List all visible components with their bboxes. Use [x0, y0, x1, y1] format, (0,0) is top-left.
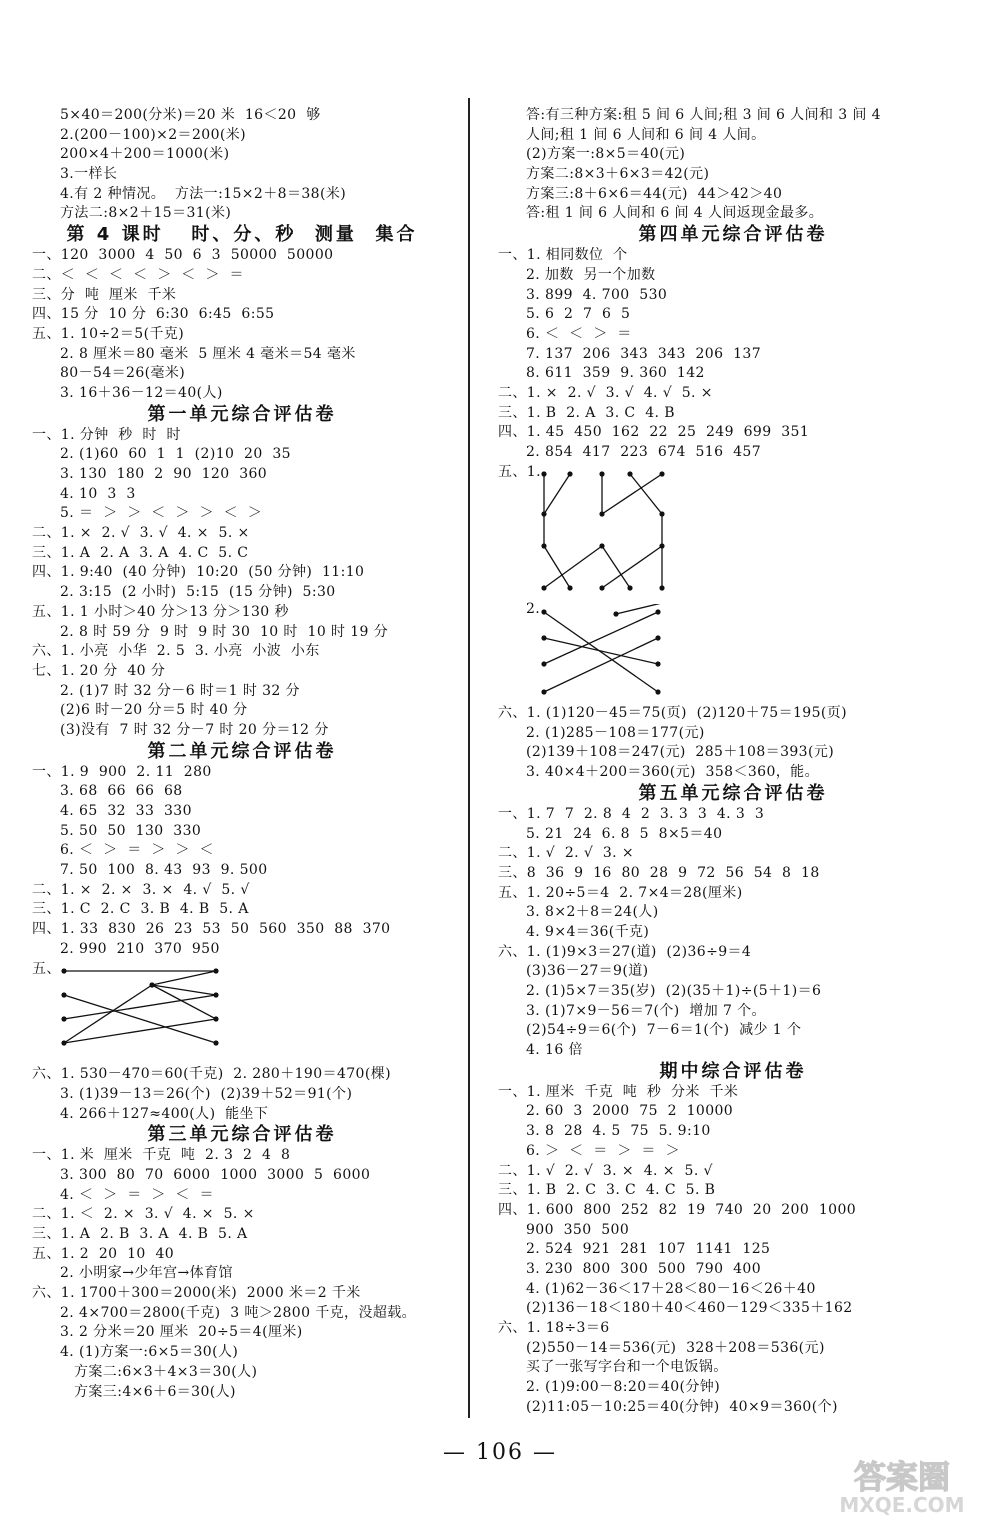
answer-line: 3. 8 28 4. 5 75 5. 9:10 [526, 1123, 711, 1140]
connector-dot [655, 609, 660, 614]
answer-line: 4.有 2 种情况。 方法一:15×2＋8＝38(米) [60, 185, 347, 202]
answer-line: 一、1. 7 7 2. 8 4 2 3. 3 3 4. 3 3 [498, 805, 765, 822]
answer-line: 一、1. 厘米 千克 吨 秒 分米 千米 [498, 1083, 739, 1100]
connector-dot [61, 1017, 66, 1022]
connector-line [64, 995, 216, 1043]
answer-line: 五、1. 10÷2＝5(千克) [32, 325, 185, 342]
connector-dot [627, 472, 632, 477]
answer-line: 5. 21 24 6. 8 5 8×5＝40 [526, 825, 723, 842]
answer-line: (2)139＋108＝247(元) 285＋108＝393(元) [526, 744, 835, 761]
connector-line [544, 638, 658, 664]
connector-dot [541, 472, 546, 477]
left-column [32, 106, 452, 1402]
answer-line: 买了一张写字台和一个电饭锅。 [526, 1359, 728, 1376]
answer-line: 4. 65 32 33 330 [60, 803, 192, 819]
connector-dot [541, 661, 546, 666]
answer-line: 2. 8 时 59 分 9 时 9 时 30 10 时 10 时 19 分 [60, 623, 389, 640]
answer-line: 900 350 500 [526, 1221, 630, 1238]
answer-line: 五、 [32, 960, 61, 977]
diagram-block [498, 466, 968, 596]
answer-line: 三、1. B 2. C 3. C 4. C 5. B [498, 1182, 716, 1199]
connector-line [152, 971, 216, 985]
answer-line: 2. (1)7 时 32 分－6 时＝1 时 32 分 [60, 682, 300, 699]
right5a-matching-diagram [522, 466, 682, 596]
diagram-block [498, 604, 968, 700]
answer-line: 4. 16 倍 [526, 1042, 583, 1059]
answer-line: 5×40＝200(分米)＝20 米 16＜20 够 [60, 107, 321, 123]
answer-line: 二、1. √ 2. √ 3. × [498, 845, 634, 862]
svg-text:答案圈: 答案圈 [853, 1458, 951, 1496]
answer-line: (3)没有 7 时 32 分－7 时 20 分＝12 分 [60, 721, 329, 738]
answer-line: 答:租 1 间 6 人间和 6 间 4 人间返现金最多。 [526, 205, 824, 222]
answer-line: 3. 16＋36－12＝40(人) [60, 384, 223, 401]
answer-line: 二、1. ＜ 2. × 3. √ 4. × 5. × [32, 1206, 255, 1223]
page-number: — 106 — [443, 1440, 557, 1465]
answer-line: 四、1. 9:40 (40 分钟) 10:20 (50 分钟) 11:10 [32, 564, 365, 581]
answer-line: 3. 130 180 2 90 120 360 [60, 466, 268, 482]
answer-line: 四、1. 45 450 162 22 25 249 699 351 [498, 424, 810, 441]
connector-dot [599, 512, 604, 517]
connector-line [602, 474, 662, 514]
connector-dot [659, 512, 664, 517]
column-divider [468, 98, 470, 1418]
connector-line [602, 546, 630, 588]
connector-line [616, 604, 691, 614]
connector-line [544, 546, 602, 588]
answer-line: (2)6 时－20 分＝5 时 40 分 [60, 702, 248, 719]
connector-dot [627, 586, 632, 591]
answer-line: (2)550－14＝536(元) 328＋208＝536(元) [526, 1339, 825, 1356]
section-title: 第五单元综合评估卷 [638, 782, 828, 804]
section-title: 第一单元综合评估卷 [147, 403, 337, 425]
connector-dot [541, 586, 546, 591]
answer-line: 4. 9×4＝36(千克) [526, 923, 650, 940]
connector-dot [213, 1041, 218, 1046]
svg-text:MXQE.COM: MXQE.COM [839, 1493, 965, 1517]
answer-line: 五、1. 2 20 10 40 [32, 1245, 175, 1262]
connector-dot [61, 993, 66, 998]
left5-matching-diagram [56, 963, 256, 1061]
answer-line: (2)54÷9＝6(个) 7－6＝1(个) 减少 1 个 [526, 1022, 802, 1039]
connector-dot [61, 969, 66, 974]
answer-line: 4. (1)方案一:6×5＝30(人) [60, 1344, 239, 1361]
connector-line [544, 546, 570, 588]
answer-line: (3)36－27＝9(道) [526, 963, 649, 980]
answer-line: 4. (1)62－36＜17＋28＜80－16＜26＋40 [526, 1280, 816, 1297]
connector-dot [655, 689, 660, 694]
answer-line: 三、1. B 2. A 3. C 4. B [498, 404, 675, 421]
connector-dot [599, 586, 604, 591]
answer-line: 方案三:4×6＋6＝30(人) [74, 1383, 236, 1400]
connector-line [64, 985, 152, 1043]
answer-line: 80－54＝26(毫米) [60, 365, 186, 382]
answer-line: 3. (1)39－13＝26(个) (2)39＋52＝91(个) [60, 1085, 353, 1102]
answer-line: 3. (1)7×9－56＝7(个) 增加 7 个。 [526, 1002, 766, 1019]
answer-line: 一、1. 相同数位 个 [498, 247, 628, 264]
answer-line: 六、1. 1700＋300＝2000(米) 2000 米＝2 千米 [32, 1285, 361, 1302]
answer-line: 六、1. (1)9×3＝27(道) (2)36÷9＝4 [498, 943, 752, 960]
answer-line: 方案二:8×3＋6×3＝42(元) [526, 166, 710, 183]
answer-line: 五、1. 20÷5＝4 2. 7×4＝28(厘米) [498, 884, 743, 901]
answer-line: 2. 加数 另一个加数 [526, 266, 656, 283]
answer-line: 3. 68 66 66 68 [60, 783, 183, 800]
answer-line: 2. 60 3 2000 75 2 10000 [526, 1103, 734, 1120]
answer-line: 4. 266＋127≈400(人) 能坐下 [60, 1105, 269, 1122]
answer-line: 一、1. 米 厘米 千克 吨 2. 3 2 4 8 [32, 1147, 291, 1164]
answer-line: 人间;租 1 间 6 人间和 6 间 4 人间。 [526, 126, 766, 143]
answer-line: 8. 611 359 9. 360 142 [526, 365, 705, 382]
connector-line [544, 612, 658, 664]
answer-line: 3. 230 800 300 500 790 400 [526, 1260, 762, 1277]
connector-dot [659, 586, 664, 591]
connector-dot [61, 1041, 66, 1046]
connector-line [630, 474, 662, 514]
connector-dot [541, 635, 546, 640]
answer-line: 5. 50 50 130 330 [60, 822, 202, 839]
connector-dot [659, 544, 664, 549]
connector-line [602, 546, 662, 588]
diagram-block [32, 963, 452, 1061]
answer-line: 2. (1)5×7＝35(岁) (2)(35＋1)÷(5＋1)＝6 [526, 983, 822, 999]
answer-line: 三、8 36 9 16 80 28 9 72 56 54 8 18 [498, 864, 820, 881]
answer-line: 答:有三种方案:租 5 间 6 人间;租 3 间 6 人间和 3 间 4 [526, 107, 881, 123]
answer-line: 六、1. 530－470＝60(千克) 2. 280＋190＝470(棵) [32, 1066, 391, 1083]
connector-line [544, 474, 570, 514]
answer-line: 200×4＋200＝1000(米) [60, 146, 230, 163]
answer-line: 5. 6 2 7 6 5 [526, 306, 631, 323]
answer-line: 三、1. A 2. B 3. A 4. B 5. A [32, 1226, 248, 1242]
answer-line: 2. 854 417 223 674 516 457 [526, 444, 762, 460]
answer-line: 2. (1)9:00－8:20＝40(分钟) [526, 1379, 721, 1396]
answer-line: 6. ＜ ＜ ＞ ＝ [526, 325, 632, 342]
answer-line: 2. 小明家→少年宫→体育馆 [60, 1265, 233, 1282]
answer-line: 一、1. 分钟 秒 时 时 [32, 426, 181, 443]
section-title: 第 4 课时 时、分、秒 测量 集合 [66, 224, 418, 246]
answer-line: 二、＜ ＜ ＜ ＜ ＞ ＜ ＞ ＝ [32, 266, 244, 283]
connector-dot [541, 689, 546, 694]
answer-line: 五、1. 1 小时＞40 分＞13 分＞130 秒 [32, 603, 289, 620]
answer-line: 二、1. × 2. √ 3. √ 4. √ 5. × [498, 384, 713, 401]
answer-line: 2. 990 210 370 950 [60, 940, 220, 957]
connector-dot [149, 983, 154, 988]
connector-line [544, 638, 658, 692]
connector-dot [655, 661, 660, 666]
connector-dot [213, 969, 218, 974]
answer-line: 3. 300 80 70 6000 1000 3000 5 6000 [60, 1166, 371, 1183]
answer-line: 二、1. × 2. √ 3. √ 4. × 5. × [32, 525, 250, 542]
right5b-matching-diagram [526, 604, 706, 700]
answer-line: 2. (1)60 60 1 1 (2)10 20 35 [60, 446, 291, 463]
answer-line: 7. 137 206 343 343 206 137 [526, 345, 762, 362]
connector-dot [659, 472, 664, 477]
answer-line: 2. [526, 601, 541, 618]
answer-line: 六、1. (1)120－45＝75(页) (2)120＋75＝195(页) [498, 705, 848, 722]
answer-line: 二、1. √ 2. √ 3. × 4. × 5. √ [498, 1162, 713, 1179]
answer-line: (2)方案一:8×5＝40(元) [526, 146, 686, 163]
answer-line: 2. 4×700＝2800(千克) 3 吨＞2800 千克，没超载。 [60, 1304, 417, 1321]
answer-line: (2)11:05－10:25＝40(分钟) 40×9＝360(个) [526, 1398, 838, 1415]
answer-line: 一、1. 9 900 2. 11 280 [32, 763, 212, 780]
connector-dot [541, 544, 546, 549]
answer-line: 4. ＜ ＞ ＝ ＞ ＜ ＝ [60, 1186, 214, 1203]
right-column [498, 106, 968, 1417]
answer-line: 6. ＞ ＜ ＝ ＞ ＝ ＞ [526, 1142, 680, 1159]
connector-dot [213, 1017, 218, 1022]
answer-line: 五、1. [498, 463, 541, 480]
answer-line: 方案二:6×3＋4×3＝30(人) [74, 1363, 258, 1380]
connector-line [64, 1019, 216, 1043]
answer-line: 2. (1)285－108＝177(元) [526, 724, 705, 741]
watermark-logo [822, 1452, 982, 1518]
connector-dot [599, 472, 604, 477]
answer-line: 2. 3:15 (2 小时) 5:15 (15 分钟) 5:30 [60, 584, 336, 601]
answer-line: 三、分 吨 厘米 千米 [32, 286, 177, 303]
answer-line: 7. 50 100 8. 43 93 9. 500 [60, 862, 268, 879]
answer-line: 六、1. 小亮 小华 2. 5 3. 小亮 小波 小东 [32, 643, 320, 660]
answer-line: 3. 40×4＋200＝360(元) 358＜360，能。 [526, 764, 819, 781]
answer-line: 3.一样长 [60, 166, 118, 183]
answer-line: 3. 2 分米＝20 厘米 20÷5＝4(厘米) [60, 1324, 303, 1341]
answer-line: 6. ＜ ＞ ＝ ＞ ＞ ＜ [60, 842, 214, 859]
answer-line: 3. 8×2＋8＝24(人) [526, 904, 659, 921]
section-title: 第三单元综合评估卷 [147, 1124, 337, 1146]
answer-line: 四、15 分 10 分 6:30 6:45 6:55 [32, 306, 275, 323]
section-title: 第四单元综合评估卷 [638, 224, 828, 246]
answer-line: 二、1. × 2. × 3. × 4. √ 5. √ [32, 881, 250, 898]
answer-line: 四、1. 600 800 252 82 19 740 20 200 1000 [498, 1201, 857, 1218]
answer-line: 方法二:8×2＋15＝31(米) [60, 205, 232, 222]
answer-line: 一、120 3000 4 50 6 3 50000 50000 [32, 247, 334, 264]
answer-line: 方案三:8＋6×6＝44(元) 44＞42＞40 [526, 185, 783, 202]
answer-line: 2. 8 厘米＝80 毫米 5 厘米 4 毫米＝54 毫米 [60, 345, 356, 362]
connector-dot [613, 611, 618, 616]
answer-line: 六、1. 18÷3＝6 [498, 1320, 610, 1336]
section-title: 期中综合评估卷 [659, 1060, 807, 1082]
section-title: 第二单元综合评估卷 [147, 740, 337, 762]
answer-line: 2.(200－100)×2＝200(米) [60, 126, 247, 143]
answer-line: 3. 899 4. 700 530 [526, 286, 668, 303]
connector-dot [567, 472, 572, 477]
connector-line [544, 612, 658, 692]
answer-line: 四、1. 33 830 26 23 53 50 560 350 88 370 [32, 921, 391, 938]
answer-line: 4. 10 3 3 [60, 485, 136, 502]
answer-line: 2. 524 921 281 107 1141 125 [526, 1241, 771, 1258]
answer-line: 七、1. 20 分 40 分 [32, 662, 166, 679]
connector-dot [541, 512, 546, 517]
answer-line: (2)136－18＜180＋40＜460－129＜335＋162 [526, 1300, 853, 1317]
answer-line: 三、1. A 2. A 3. A 4. C 5. C [32, 544, 249, 561]
answer-line: 5. ＝ ＞ ＞ ＜ ＞ ＞ ＜ ＞ [60, 505, 263, 522]
answer-line: 三、1. C 2. C 3. B 4. B 5. A [32, 901, 249, 918]
connector-dot [567, 586, 572, 591]
connector-dot [541, 609, 546, 614]
connector-dot [213, 993, 218, 998]
connector-dot [655, 635, 660, 640]
connector-dot [599, 544, 604, 549]
